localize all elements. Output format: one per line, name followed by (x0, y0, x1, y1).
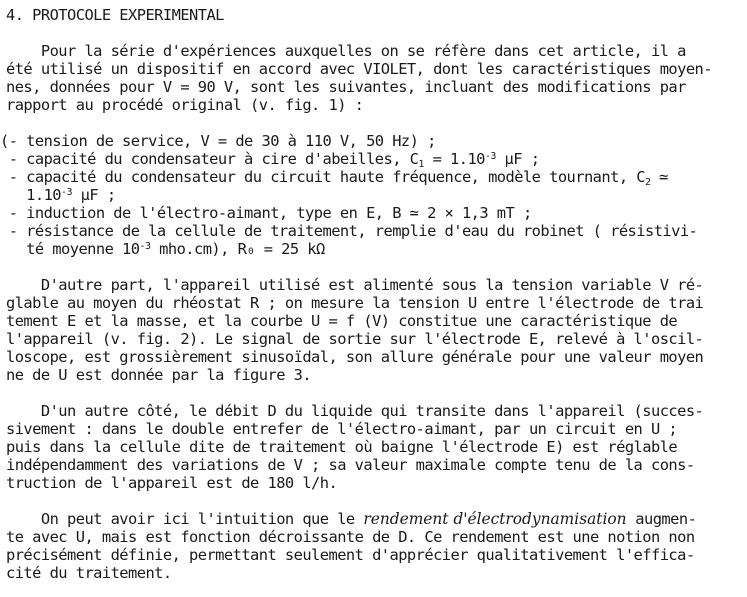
paragraph-1-line-1: Pour la série d'expériences auxquelles on se réfère dans cet article, il a (6, 42, 686, 60)
paragraph-3-line-1: D'un autre côté, le débit D du liquide qui transite dans l'appareil (succes- (6, 402, 704, 420)
spec-item-hf-capacitor-value: $1.10^{-3}$ µF ; (0, 186, 116, 204)
spec-item-resistivity: té moyenne $10^{-3}$ mho.cm), R₀ = 25 kΩ (0, 240, 325, 258)
spec-item-service-voltage: (- tension de service, V = de 30 à 110 V, 50 Hz) ; (0, 132, 436, 150)
paragraph-1-line-4: rapport au procédé original (v. fig. 1) : (6, 96, 364, 114)
paragraph-4-line-2: te avec U, mais est fonction décroissante de D. Ce rendement est une notion non (6, 528, 695, 546)
paragraph-3-line-2: sivement : dans le double entrefer de l'électro-aimant, par un circuit en U ; (6, 420, 678, 438)
paragraph-2-line-4: l'appareil (v. fig. 2). Le signal de sortie sur l'électrode E, relevé à l'oscil- (6, 330, 704, 348)
paragraph-2-line-1: D'autre part, l'appareil utilisé est alimenté sous la tension variable V ré- (6, 276, 704, 294)
section-heading: 4. PROTOCOLE EXPERIMENTAL (6, 6, 224, 24)
paragraph-4-line-3: précisément définie, permettant seulement d'apprécier qualitativement l'effica- (6, 546, 695, 564)
paragraph-1-line-2: été utilisé un dispositif en accord avec VIOLET, dont les caractéristiques moyen- (6, 60, 712, 78)
paragraph-3-line-4: indépendamment des variations de V ; sa valeur maximale compte tenu de la cons- (6, 456, 695, 474)
paragraph-2-line-5: loscope, est grossièrement sinusoïdal, son allure générale pour une valeur moyen (6, 348, 704, 366)
paragraph-3-line-3: puis dans la cellule dite de traitement où baigne l'électrode E) est réglable (6, 438, 678, 456)
spec-item-electromagnet: - induction de l'électro-aimant, type en E, B ≃ 2 × 1,3 mT ; (0, 204, 532, 222)
paragraph-3-line-5: truction de l'appareil est de 180 l/h. (6, 474, 338, 492)
paragraph-1-line-3: nes, données pour V = 90 V, sont les suivantes, incluant des modifications par (6, 78, 686, 96)
paragraph-2-line-6: ne de U est donnée par la figure 3. (6, 366, 312, 384)
paragraph-2-line-2: glable au moyen du rhéostat R ; on mesure la tension U entre l'électrode de trai (6, 294, 704, 312)
spec-item-cell-resistance: - résistance de la cellule de traitement, remplie d'eau du robinet ( résistivi- (0, 222, 698, 240)
paragraph-4-line-1: On peut avoir ici l'intuition que le rendement d'électrodynamisation augmen- (6, 510, 697, 528)
spec-item-beeswax-capacitor: - capacité du condensateur à cire d'abeilles, $C_1 = 1.10^{-3}$ µF ; (0, 150, 540, 170)
emphasis-term: rendement d'électrodynamisation (363, 510, 627, 528)
paragraph-4-line-4: cité du traitement. (6, 564, 172, 582)
spec-item-hf-capacitor: - capacité du condensateur du circuit haute fréquence, modèle tournant, $C_2$ ≃ (0, 168, 668, 188)
paragraph-2-line-3: tement E et la masse, et la courbe U = f (V) constitue une caractéristique de (6, 312, 678, 330)
